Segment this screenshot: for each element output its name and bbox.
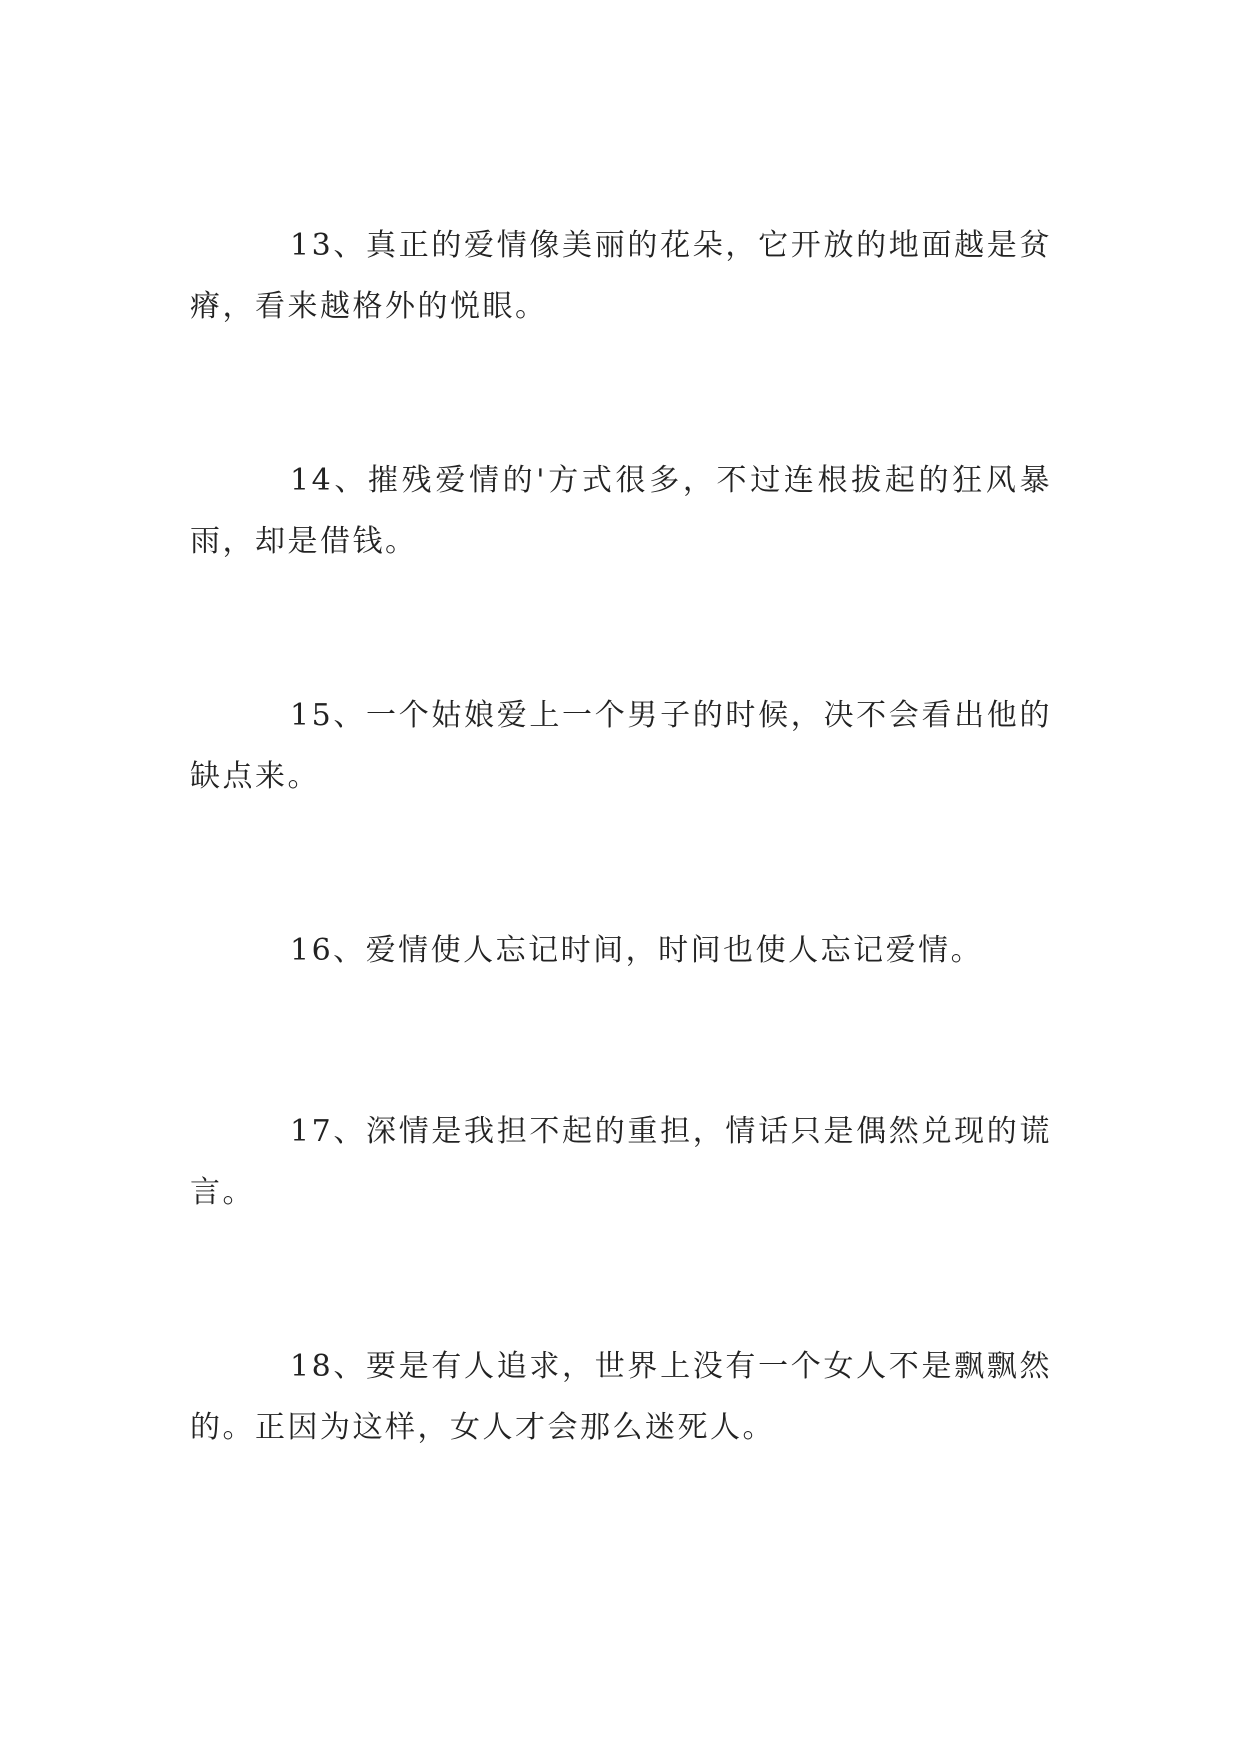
quote-paragraph-17: 17、深情是我担不起的重担，情话只是偶然兑现的谎言。: [190, 1114, 1052, 1210]
quote-paragraph-15: 15、一个姑娘爱上一个男子的时候，决不会看出他的缺点来。: [190, 698, 1052, 794]
quote-paragraph-18: 18、要是有人追求，世界上没有一个女人不是飘飘然的。正因为这样，女人才会那么迷死人。: [190, 1349, 1052, 1445]
quote-paragraph-16: 16、爱情使人忘记时间，时间也使人忘记爱情。: [290, 933, 984, 968]
quote-paragraph-13: 13、真正的爱情像美丽的花朵，它开放的地面越是贫瘠，看来越格外的悦眼。: [190, 228, 1052, 324]
quote-paragraph-14: 14、摧残爱情的'方式很多，不过连根拔起的狂风暴雨，却是借钱。: [190, 463, 1052, 559]
